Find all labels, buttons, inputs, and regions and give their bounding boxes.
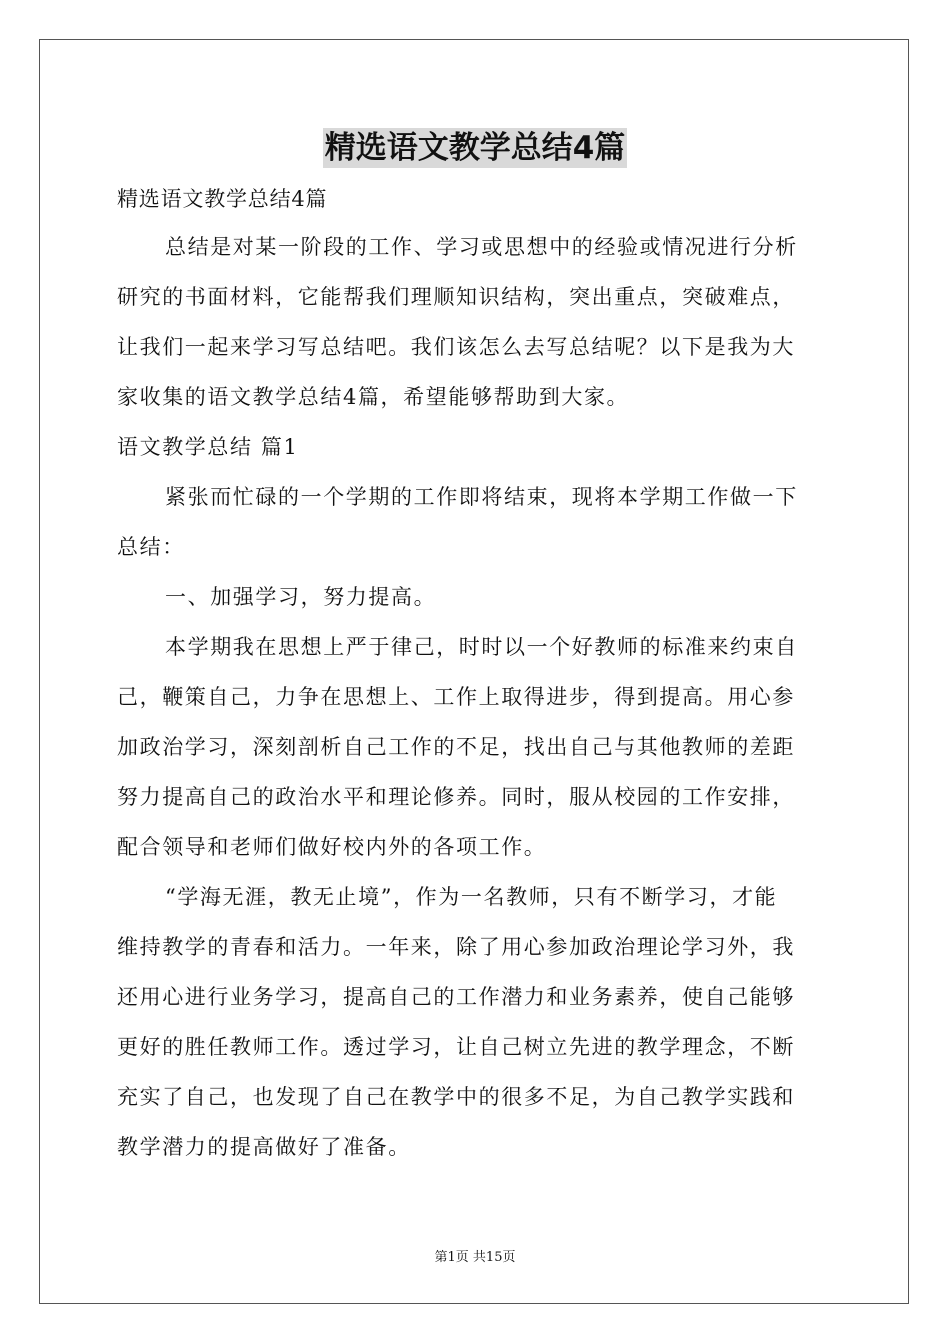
body-line: 充实了自己，也发现了自己在教学中的很多不足，为自己教学实践和 — [117, 1085, 795, 1109]
body-line: “学海无涯，教无止境”，作为一名教师，只有不断学习，才能 — [165, 885, 778, 909]
body-line: 让我们一起来学习写总结吧。我们该怎么去写总结呢？以下是我为大 — [117, 335, 795, 359]
body-line: 语文教学总结 篇1 — [117, 435, 299, 459]
body-lines — [117, 222, 833, 1172]
body-line: 配合领导和老师们做好校内外的各项工作。 — [117, 835, 547, 859]
body-line: 更好的胜任教师工作。透过学习，让自己树立先进的教学理念，不断 — [117, 1035, 795, 1059]
body-line: 教学潜力的提高做好了准备。 — [117, 1135, 411, 1159]
document-title: 精选语文教学总结4篇 — [324, 130, 626, 166]
body-line: 维持教学的青春和活力。一年来，除了用心参加政治理论学习外，我 — [117, 935, 795, 959]
body-line: 努力提高自己的政治水平和理论修养。同时，服从校园的工作安排， — [117, 785, 795, 809]
document-subtitle: 精选语文教学总结4篇 — [117, 187, 328, 211]
body-line: 己，鞭策自己，力争在思想上、工作上取得进步，得到提高。用心参 — [117, 685, 795, 709]
body-line: 总结： — [117, 535, 185, 559]
body-line: 本学期我在思想上严于律己，时时以一个好教师的标准来约束自 — [165, 635, 798, 659]
body-line: 家收集的语文教学总结4篇，希望能够帮助到大家。 — [117, 385, 630, 409]
title-container — [0, 128, 950, 168]
body-line: 还用心进行业务学习，提高自己的工作潜力和业务素养，使自己能够 — [117, 985, 795, 1009]
page-footer: 第1页 共15页 — [434, 1250, 516, 1265]
document-body — [117, 176, 833, 1172]
body-line: 一、加强学习，努力提高。 — [165, 585, 437, 609]
body-line: 加政治学习，深刻剖析自己工作的不足，找出自己与其他教师的差距 — [117, 735, 795, 759]
body-line: 紧张而忙碌的一个学期的工作即将结束，现将本学期工作做一下 — [165, 485, 798, 509]
body-line: 总结是对某一阶段的工作、学习或思想中的经验或情况进行分析 — [165, 235, 798, 259]
body-line: 研究的书面材料，它能帮我们理顺知识结构，突出重点，突破难点， — [117, 285, 795, 309]
